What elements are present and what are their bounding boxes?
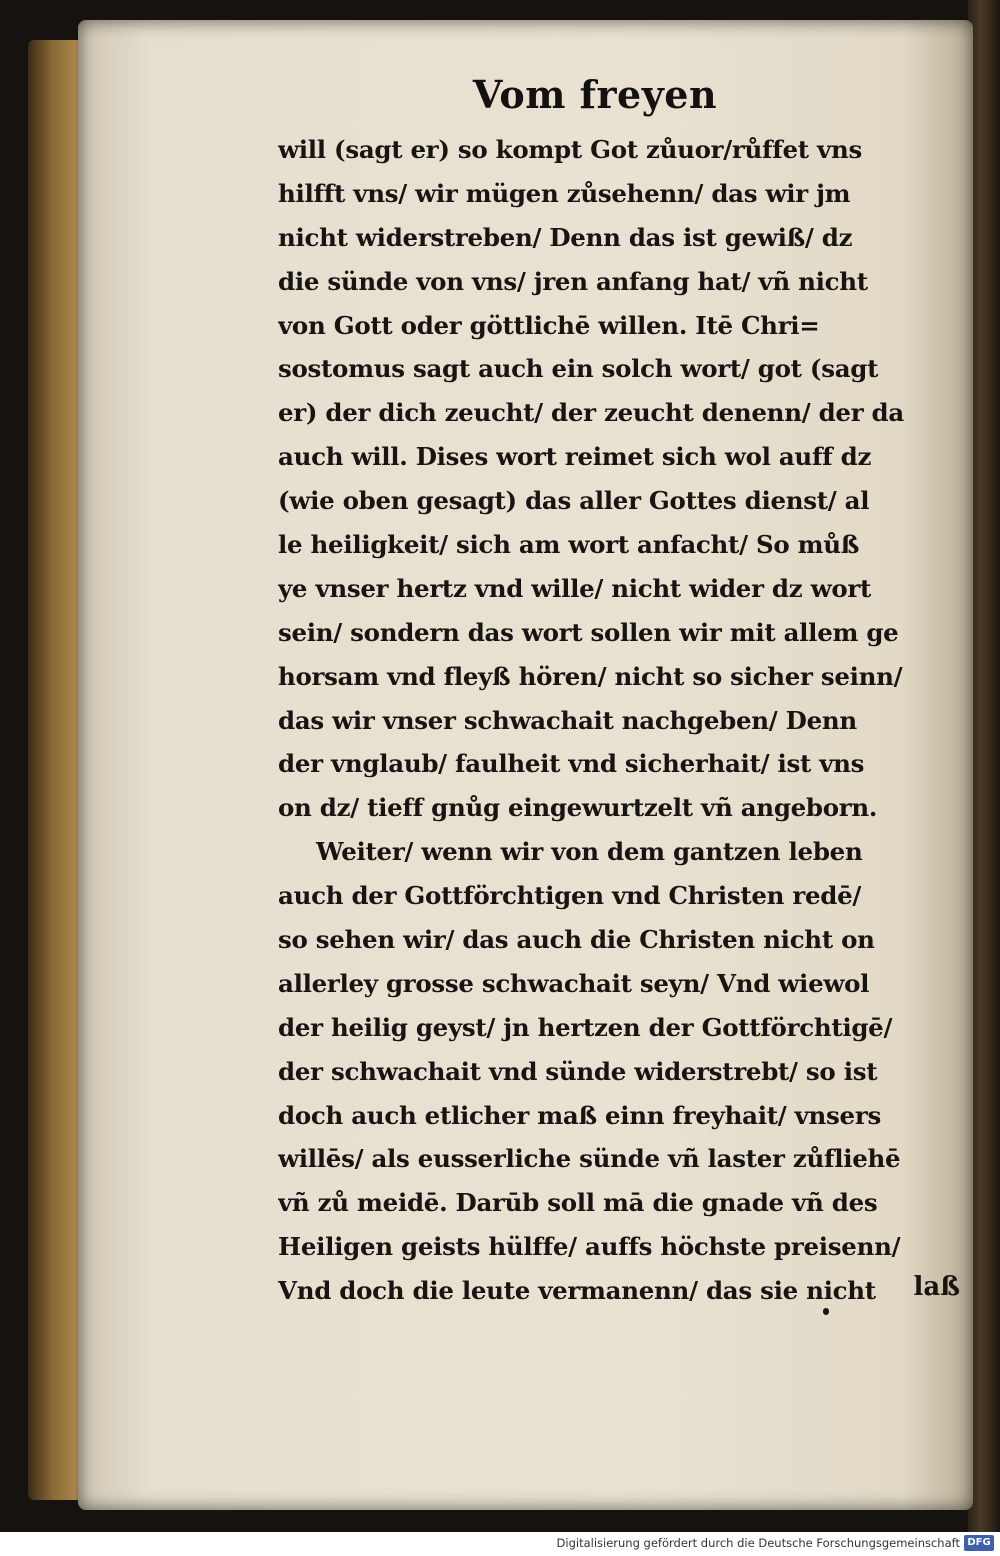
text-line: das wir vnser schwachait nachgeben/ Denn	[278, 705, 857, 735]
text-line: der schwachait vnd sünde widerstrebt/ so ist	[278, 1056, 878, 1086]
text-line: on dz/ tieff gnůg eingewurtzelt vñ angeborn.	[278, 793, 878, 823]
body-text	[278, 128, 958, 1313]
catchword: laß	[913, 1272, 960, 1302]
text-line: hilfft vns/ wir mügen zůsehenn/ das wir jm	[278, 178, 851, 208]
text-line: auch will. Dises wort reimet sich wol auff dz	[278, 442, 872, 472]
text-line: le heiligkeit/ sich am wort anfacht/ So můß	[278, 530, 860, 560]
text-line: von Gott oder göttlichē willen. Itē Chri=	[278, 310, 820, 340]
running-header: Vom freyen	[472, 72, 718, 117]
text-line: will (sagt er) so kompt Got zůuor/růffet vns	[278, 135, 862, 164]
text-line: Heiligen geists hülffe/ auffs höchste preisenn/	[278, 1232, 901, 1262]
text-line: horsam vnd fleyß hören/ nicht so sicher seinn/	[278, 661, 903, 691]
text-line: allerley grosse schwachait seyn/ Vnd wiewol	[278, 968, 870, 998]
text-line: nicht widerstreben/ Denn das ist gewiß/ dz	[278, 222, 853, 252]
text-line: Vnd doch die leute vermanenn/ das sie nicht	[278, 1276, 876, 1306]
text-line: der heilig geyst/ jn hertzen der Gottförchtigē/	[278, 1012, 893, 1042]
text-line: vñ zů meidē. Darūb soll mā die gnade vñ des	[278, 1188, 878, 1218]
dfg-logo: DFG	[964, 1535, 994, 1551]
text-line: die sünde von vns/ jren anfang hat/ vñ nicht	[278, 266, 868, 296]
text-line: sein/ sondern das wort sollen wir mit allem ge	[278, 617, 899, 647]
text-line: willēs/ als eusserliche sünde vñ laster zůfliehē	[278, 1144, 901, 1174]
text-line: sostomus sagt auch ein solch wort/ got (sagt	[278, 354, 879, 384]
ink-spot	[823, 1308, 829, 1315]
text-line: doch auch etlicher maß einn freyhait/ vnsers	[278, 1100, 881, 1130]
text-line: ye vnser hertz vnd wille/ nicht wider dz wort	[278, 573, 872, 603]
text-line: (wie oben gesagt) das aller Gottes dienst/ al	[278, 486, 870, 516]
text-line: so sehen wir/ das auch die Christen nicht on	[278, 925, 875, 955]
text-line: er) der dich zeucht/ der zeucht denenn/ der da	[278, 398, 904, 428]
paragraph-start-line: Weiter/ wenn wir von dem gantzen leben	[316, 837, 863, 867]
funding-credit: Digitalisierung gefördert durch die Deutsche Forschungsgemeinschaft	[556, 1536, 960, 1550]
text-line: auch der Gottförchtigen vnd Christen redē/	[278, 881, 862, 911]
text-line: der vnglaub/ faulheit vnd sicherhait/ ist vns	[278, 749, 865, 779]
